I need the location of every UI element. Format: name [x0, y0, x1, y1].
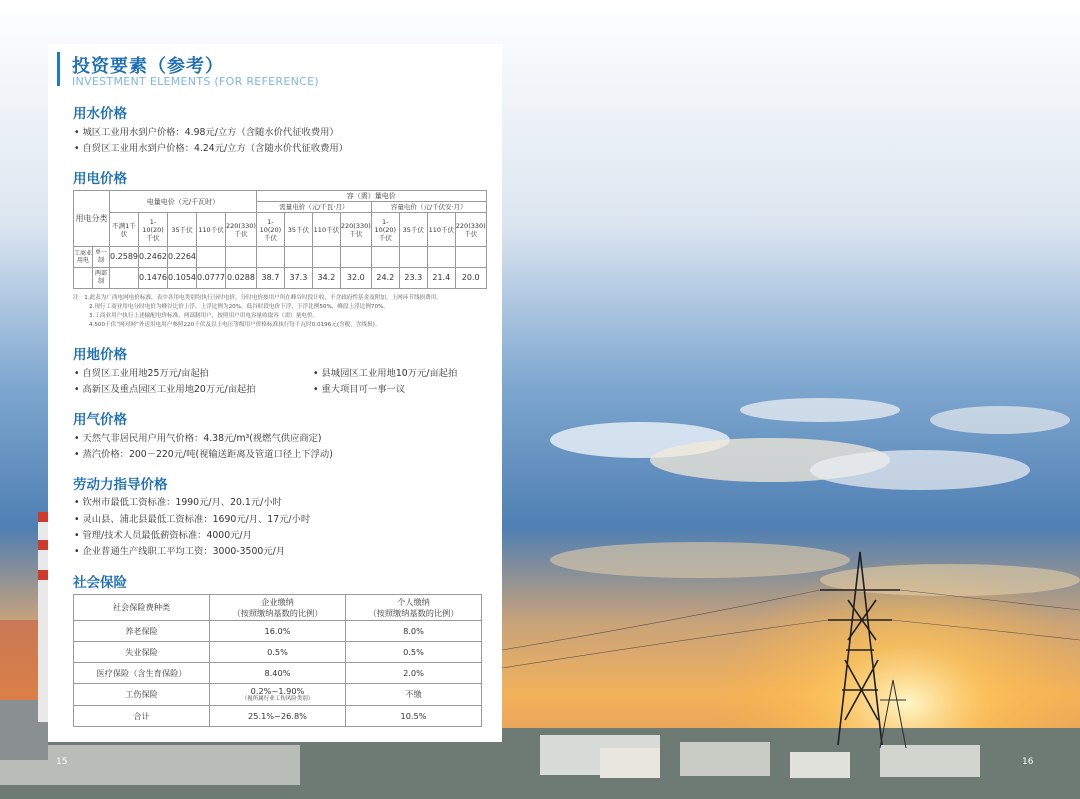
insurance-company-rate: 8.40% [210, 663, 346, 684]
electricity-note: 注：1.此表为广西电网电价标准，表中各用电类别均执行分时电价，分时电价按用户所在峰谷时段计收，不含政府性基金及附加，上网环节线损费用。 [73, 295, 442, 301]
table-cell: 32.0 [340, 268, 371, 289]
insurance-company-rate: 0.5% [210, 642, 346, 663]
insurance-personal-rate: 不缴 [346, 684, 482, 706]
insurance-personal-rate: 10.5% [346, 706, 482, 727]
electricity-note: 3.工商业用户执行上述输配电价标准，两部制用户，按照用户用电容量收取容（需）量电价。 [89, 313, 319, 319]
voltage-col: 35千伏 [399, 213, 427, 247]
insurance-company-rate: 25.1%~26.8% [210, 706, 346, 727]
gas-item: • 天然气非居民用户用气价格：4.38元/m³(视燃气供应商定) [74, 430, 322, 444]
row-category-label: 工商业用电 [74, 247, 93, 267]
table-cell: 0.2264 [168, 247, 197, 268]
table-cell: 0.2462 [139, 247, 168, 268]
labor-section-title: 劳动力指导价格 [73, 477, 168, 493]
voltage-col: 110千伏 [312, 213, 340, 247]
page-number-right: 16 [1022, 757, 1034, 767]
single-system-label: 单一制 [94, 249, 107, 264]
water-item: • 自贸区工业用水到户价格：4.24元/立方（含随水价代征收费用） [74, 140, 348, 154]
kwh-price-header: 电量电价（元/千瓦时） [110, 191, 257, 213]
insurance-header: 个人缴纳 （按照缴纳基数的比例） [346, 595, 482, 621]
insurance-company-rate: 16.0% [210, 621, 346, 642]
table-cell: 0.0777 [197, 268, 226, 289]
category-header: 用电分类 [74, 191, 110, 247]
land-item: • 重大项目可一事一议 [313, 381, 405, 395]
two-part-system-label: 两部制 [94, 270, 107, 285]
voltage-col: 110千伏 [427, 213, 455, 247]
water-section-title: 用水价格 [73, 106, 127, 122]
insurance-type: 工伤保险 [74, 684, 210, 706]
table-cell: 0.2589 [110, 247, 139, 268]
electricity-price-table [73, 190, 487, 289]
voltage-col: 不满1千伏 [110, 213, 139, 247]
voltage-col: 220(330)千伏 [455, 213, 486, 247]
table-cell: 38.7 [256, 268, 284, 289]
voltage-col: 1-10(20)千伏 [139, 213, 168, 247]
voltage-col: 220(330)千伏 [340, 213, 371, 247]
land-item: • 高新区及重点园区工业用地20万元/亩起拍 [74, 381, 255, 395]
two-part-label-cell [74, 268, 110, 289]
page-title: 投资要素（参考） [72, 56, 224, 77]
table-cell: 34.2 [312, 268, 340, 289]
voltage-col: 1-10(20)千伏 [371, 213, 399, 247]
voltage-col: 110千伏 [197, 213, 226, 247]
table-cell: 24.2 [371, 268, 399, 289]
voltage-col: 35千伏 [284, 213, 312, 247]
land-item: • 县城园区工业用地10万元/亩起拍 [313, 365, 457, 379]
insurance-type: 养老保险 [74, 621, 210, 642]
insurance-personal-rate: 0.5% [346, 642, 482, 663]
labor-item: • 企业普通生产线职工平均工资：3000-3500元/月 [74, 543, 285, 557]
insurance-company-rate-cell [210, 684, 346, 706]
labor-item: • 灵山县、浦北县最低工资标准：1690元/月、17元/小时 [74, 511, 310, 525]
voltage-col: 220(330)千伏 [226, 213, 257, 247]
table-cell: 23.3 [399, 268, 427, 289]
table-cell [226, 247, 257, 268]
page-number-left: 15 [56, 757, 68, 767]
gas-section-title: 用气价格 [73, 412, 127, 428]
labor-item: • 管理/技术人员最低薪资标准：4000元/月 [74, 527, 252, 541]
page-subtitle: INVESTMENT ELEMENTS (FOR REFERENCE) [72, 75, 319, 88]
land-section-title: 用地价格 [73, 347, 127, 363]
social-insurance-table [73, 594, 482, 727]
electricity-note: 4.500千伏“网对网”外送用电用户参照220千伏及以上电压等级用户价格标准执行每千瓦时0.0196元(含税，含线损)。 [89, 322, 381, 328]
insurance-type: 医疗保险（含生育保险） [74, 663, 210, 684]
demand-price-header: 需量电价（元/千瓦·月） [256, 202, 371, 213]
injury-rate-note: （视所属行业工伤风险类别） [241, 695, 314, 702]
insurance-type: 失业保险 [74, 642, 210, 663]
capacity-unit-header: 容量电价（元/千伏安·月） [371, 202, 486, 213]
table-cell: 0.1054 [168, 268, 197, 289]
water-item: • 城区工业用水到户价格：4.98元/立方（含随水价代征收费用） [74, 124, 339, 138]
insurance-company-rate: 0.2%~1.90% [250, 685, 305, 696]
insurance-personal-rate: 8.0% [346, 621, 482, 642]
table-cell: 20.0 [455, 268, 486, 289]
title-accent-bar [57, 52, 60, 86]
electricity-section-title: 用电价格 [73, 171, 127, 187]
row-category-cell [74, 247, 110, 268]
table-cell [197, 247, 226, 268]
table-cell: 0.1476 [139, 268, 168, 289]
table-cell: 0.0288 [226, 268, 257, 289]
land-item: • 自贸区工业用地25万元/亩起拍 [74, 365, 209, 379]
insurance-personal-rate: 2.0% [346, 663, 482, 684]
voltage-col: 35千伏 [168, 213, 197, 247]
insurance-section-title: 社会保险 [73, 575, 127, 591]
insurance-header: 企业缴纳 （按照缴纳基数的比例） [210, 595, 346, 621]
table-cell: 37.3 [284, 268, 312, 289]
insurance-type: 合计 [74, 706, 210, 727]
voltage-col: 1-10(20)千伏 [256, 213, 284, 247]
table-cell [110, 268, 139, 289]
insurance-header: 社会保险费种类 [74, 595, 210, 621]
gas-item: • 蒸汽价格：200－220元/吨(视输送距离及管道口径上下浮动) [74, 446, 333, 460]
electricity-note: 2.现行工商业用电分时电价为峰谷比价上浮，上浮比例为20%，低谷时段电价下浮，下浮比例50%，峰段上浮比例70%。 [89, 304, 389, 310]
table-cell: 21.4 [427, 268, 455, 289]
capacity-price-header: 容（需）量电价 [256, 191, 486, 202]
labor-item: • 钦州市最低工资标准：1990元/月、20.1元/小时 [74, 494, 282, 508]
